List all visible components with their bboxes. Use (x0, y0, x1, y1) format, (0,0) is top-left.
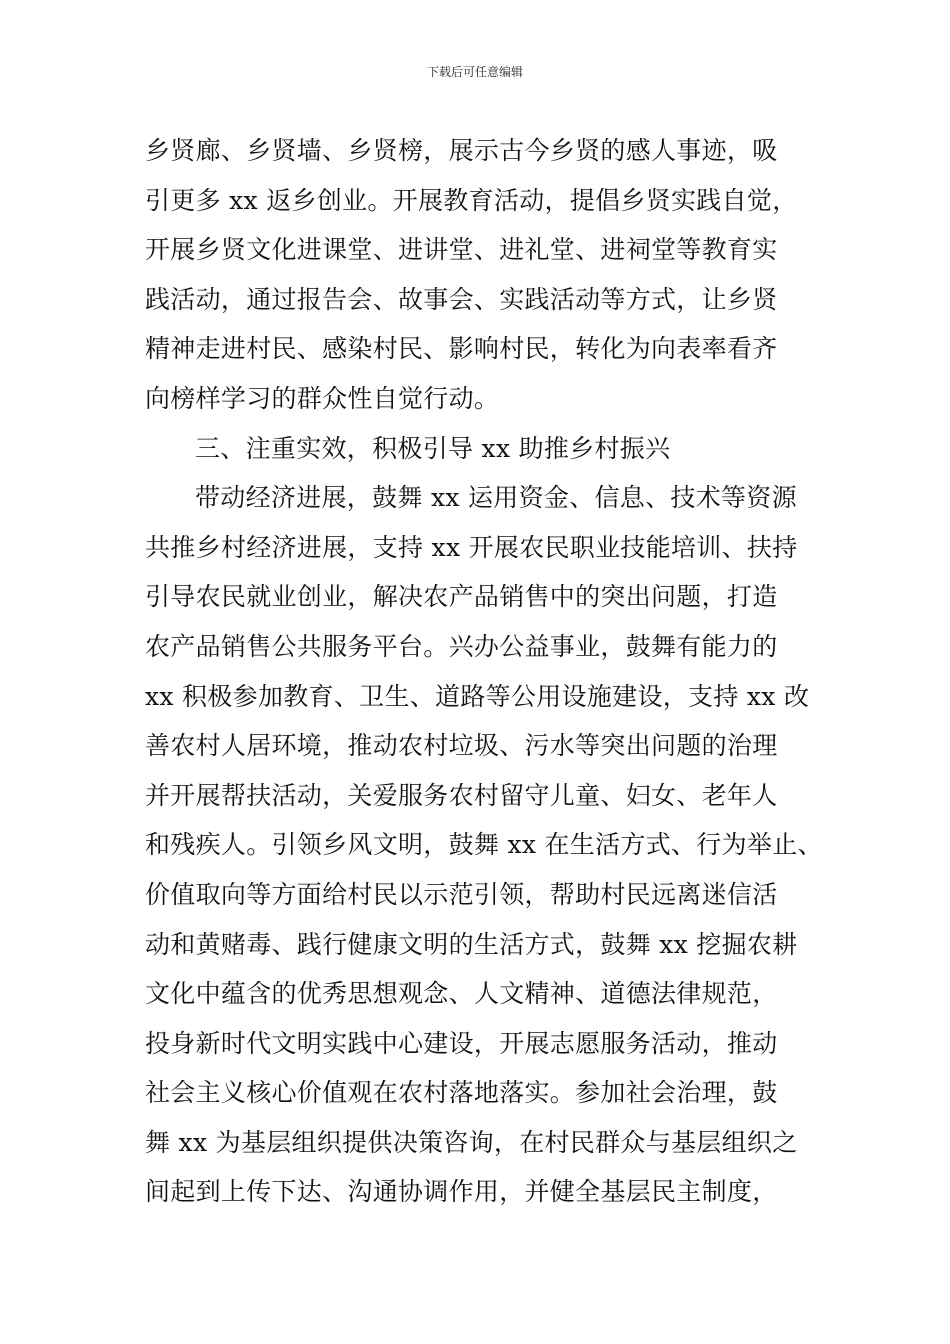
text-line: 农产品销售公共服务平台。兴办公益事业，鼓舞有能力的 (145, 631, 778, 661)
text-line: 开展乡贤文化进课堂、进讲堂、进礼堂、进祠堂等教育实 (145, 235, 778, 265)
text-line: 向榜样学习的群众性自觉行动。 (145, 383, 500, 413)
text-line: 间起到上传下达、沟通协调作用，并健全基层民主制度， (145, 1177, 778, 1207)
text-line: 善农村人居环境，推动农村垃圾、污水等突出问题的治理 (145, 731, 778, 761)
text-line: 文化中蕴含的优秀思想观念、人文精神、道德法律规范， (145, 979, 778, 1009)
text-line: 社会主义核心价值观在农村落地落实。参加社会治理，鼓 (145, 1078, 778, 1108)
text-line: xx 积极参加教育、卫生、道路等公用设施建设，支持 xx 改 (145, 681, 810, 711)
text-line: 引导农民就业创业，解决农产品销售中的突出问题，打造 (145, 582, 778, 612)
section-heading: 三、注重实效，积极引导 xx 助推乡村振兴 (195, 433, 671, 463)
page-header: 下载后可任意编辑 (426, 65, 523, 79)
text-line: 并开展帮扶活动，关爱服务农村留守儿童、妇女、老年人 (145, 780, 778, 810)
text-line: 引更多 xx 返乡创业。开展教育活动，提倡乡贤实践自觉， (145, 185, 798, 215)
text-line: 动和黄赌毒、践行健康文明的生活方式，鼓舞 xx 挖掘农耕 (145, 929, 798, 959)
text-line: 精神走进村民、感染村民、影响村民，转化为向表率看齐 (145, 334, 778, 364)
text-line: 践活动，通过报告会、故事会、实践活动等方式，让乡贤 (145, 284, 778, 314)
text-line: 投身新时代文明实践中心建设，开展志愿服务活动，推动 (145, 1028, 778, 1058)
text-line: 共推乡村经济进展，支持 xx 开展农民职业技能培训、扶持 (145, 532, 798, 562)
text-line: 价值取向等方面给村民以示范引领，帮助村民远离迷信活 (145, 879, 778, 909)
document-body (145, 126, 835, 1217)
text-line: 带动经济进展，鼓舞 xx 运用资金、信息、技术等资源 (195, 483, 797, 513)
text-line: 和残疾人。引领乡风文明，鼓舞 xx 在生活方式、行为举止、 (145, 830, 823, 860)
text-line: 乡贤廊、乡贤墙、乡贤榜，展示古今乡贤的感人事迹，吸 (145, 136, 778, 165)
text-line: 舞 xx 为基层组织提供决策咨询，在村民群众与基层组织之 (145, 1127, 798, 1157)
